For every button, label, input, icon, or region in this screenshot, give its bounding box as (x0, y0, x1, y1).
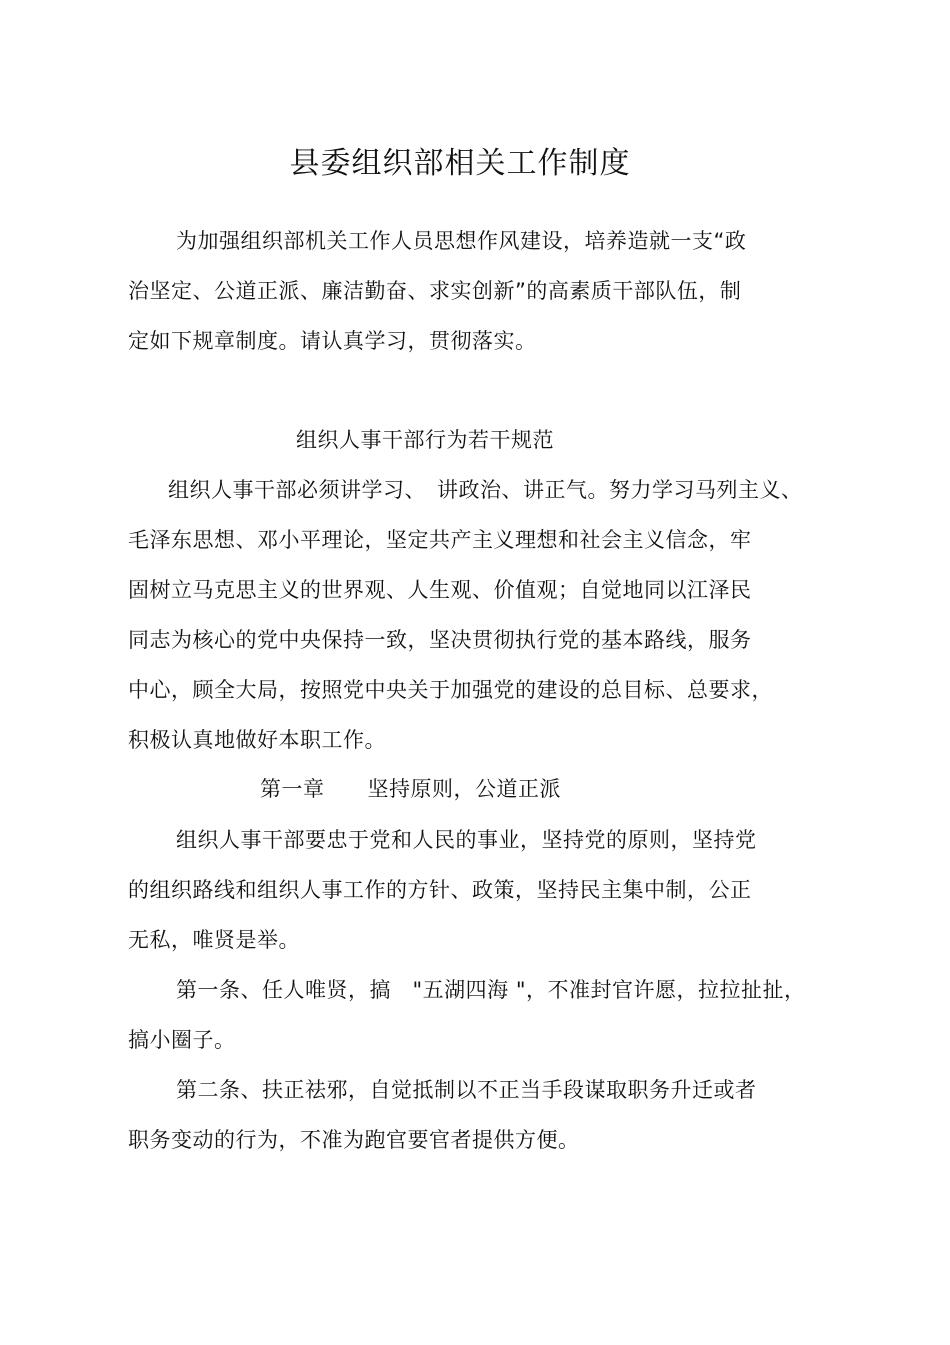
section-heading: 组织人事干部行为若干规范 (296, 428, 554, 452)
chapter-heading: 第一章 坚持原则，公道正派 (260, 777, 561, 801)
section-line-2: 毛泽东思想、邓小平理论，坚定共产主义理想和社会主义信念，牢 (128, 528, 752, 552)
chapter-line-1: 组织人事干部要忠于党和人民的事业，坚持党的原则，坚持党 (176, 828, 757, 852)
article-2-line-1: 第二条、扶正祛邪，自觉抵制以不正当手段谋取职务升迁或者 (176, 1078, 757, 1102)
section-line-1: 组织人事干部必须讲学习、 讲政治、讲正气。努力学习马列主义、 (168, 478, 803, 502)
intro-line-2: 治坚定、公道正派、廉洁勤奋、求实创新”的高素质干部队伍，制 (128, 279, 742, 303)
intro-line-1: 为加强组织部机关工作人员思想作风建设，培养造就一支“政 (176, 229, 747, 253)
intro-line-3: 定如下规章制度。请认真学习，贯彻落实。 (128, 329, 537, 353)
section-line-4: 同志为核心的党中央保持一致，坚决贯彻执行党的基本路线，服务 (128, 628, 752, 652)
section-line-5: 中心，顾全大局，按照党中央关于加强党的建设的总目标、总要求， (128, 678, 773, 702)
chapter-line-2: 的组织路线和组织人事工作的方针、政策，坚持民主集中制，公正 (128, 878, 752, 902)
article-1-line-2: 搞小圈子。 (128, 1028, 236, 1052)
article-2-line-2: 职务变动的行为，不准为跑官要官者提供方便。 (128, 1128, 580, 1152)
section-line-3: 固树立马克思主义的世界观、人生观、价值观；自觉地同以江泽民 (128, 578, 752, 602)
document-title: 县委组织部相关工作制度 (289, 146, 631, 181)
section-line-6: 积极认真地做好本职工作。 (128, 728, 386, 752)
article-1-line-1: 第一条、任人唯贤，搞 "五湖四海 "，不准封官许愿，拉拉扯扯， (176, 978, 806, 1002)
chapter-line-3: 无私，唯贤是举。 (128, 928, 300, 952)
